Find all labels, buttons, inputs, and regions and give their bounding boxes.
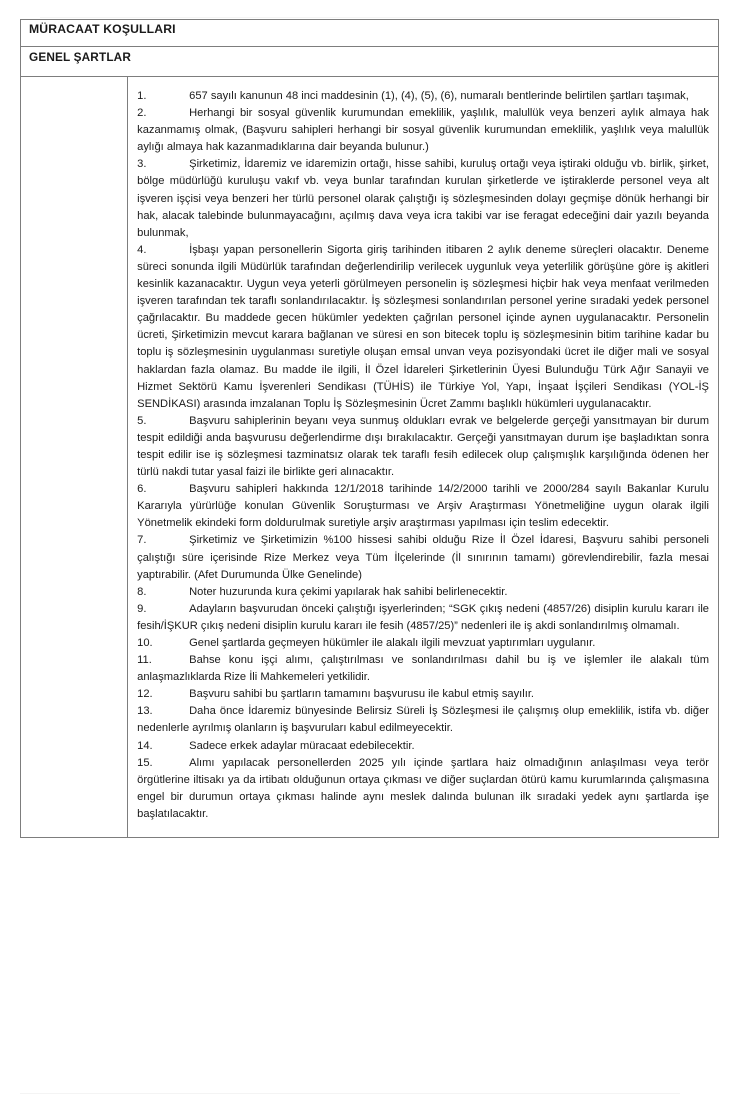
clause-list bbox=[137, 88, 709, 823]
clause-number: 11. bbox=[137, 654, 152, 667]
clause-item bbox=[137, 584, 709, 601]
clause-text: İşbaşı yapan personellerin Sigorta giriş tarihinden itibaren 2 aylık deneme süreçleri olacaktır. Deneme süreci sonunda ilgili Müdürlük tarafından değerlendirilip verilecek uygunluk veya yeterlilik görüşüne göre iş akitleri kesinlik kazanacaktır. Uygun veya yeterli görülmeyen personelin iş sözleşmesi hiçbir hak veya menfaat verilmeden işveren tarafından tek taraflı sonlandırılacaktır. İş sözleşmesi sonlandırılan personel yerine sıradaki yedek personel çağrılacaktır. Bu maddede gecen hükümler yedekten çağrılan personel içinde aynen uygulanacaktır. Personelin ücreti, Şirketimizin mevcut karara bağlanan ve süresi en son bitecek toplu iş sözleşmesinin bitim tarihine kadar bu toplu iş sözleşmesinin uygulanması suretiyle oluşan emsal unvan veya pozisyondaki ücret ile diğer mali ve sosyal haklardan fazla olamaz. Bu madde ile ilgili, İl Özel İdareleri Şirketlerinin Üyesi Bulunduğu Türk Ağır Sanayii ve Hizmet Sektörü Kamu İşverenleri Sendikası (TÜHİS) ile Türkiye Yol, Yapı, İnşaat İşçileri Sendikası (YOL-İŞ SENDİKASI) arasında imzalanan Toplu İş Sözleşmesinin Ücret Zammı başlıklı hükümleri uygulanacaktır. bbox=[137, 243, 709, 410]
clause-item bbox=[137, 755, 709, 823]
clause-text: Herhangi bir sosyal güvenlik kurumundan emeklilik, yaşlılık, malullük veya benzeri aylık almaya hak kazanmamış olmak, (Başvuru sahipleri herhangi bir sosyal güvenlik kurumundan emeklilik, yaşlılık veya malullük aylığı almaya hak kazanmadıklarına dair beyanda bulunur.) bbox=[137, 107, 709, 154]
clause-number: 10. bbox=[137, 637, 153, 649]
clause-number: 8. bbox=[137, 585, 147, 598]
section-title-genel-sartlar: GENEL ŞARTLAR bbox=[21, 47, 719, 77]
table-header-row-main bbox=[21, 20, 719, 47]
clause-item bbox=[137, 242, 709, 413]
clause-number: 1. bbox=[137, 90, 147, 102]
table-title-muracaat-kosullari: MÜRACAAT KOŞULLARI bbox=[21, 20, 719, 47]
table-content-row bbox=[21, 77, 719, 838]
clause-text: Adayların başvurudan önceki çalıştığı işyerlerinden; “SGK çıkış nedeni (4857/26) disiplin kurulu kararı ile fesih/İŞKUR çıkış nedeni disiplin kurulu kararı ile fesih (4857/25)” nedenleri ile iş akdi sonlandırılmış olmamalı. bbox=[137, 602, 709, 632]
left-empty-column bbox=[21, 77, 128, 838]
clause-item bbox=[137, 686, 709, 703]
clause-text: Alımı yapılacak personellerden 2025 yılı içinde şartlara haiz olmadığının anlaşılması veya terör örgütlerine iltisakı ya da irtibatı olduğunun ortaya çıkması ve diğer suçlardan ötürü kamu kurumlarında çalışmasına engel bir durumun ortaya çıkması halinde aynı meslek dalında bulunan ilk sıradaki yedek aynı şartlarda işe başlatılacaktır. bbox=[137, 756, 709, 820]
clause-number: 7. bbox=[137, 534, 147, 547]
clause-text: Şirketimiz ve Şirketimizin %100 hissesi sahibi olduğu Rize İl Özel İdaresi, Başvuru sahibi personeli çalıştığı süre içerisinde Rize Merkez veya Tüm İlçelerinde (İl sınırının tamamı) görevlendirebilir, fazla mesai yaptırabilir. (Afet Durumunda Ülke Genelinde) bbox=[137, 534, 709, 581]
clause-item bbox=[137, 738, 709, 755]
clause-number: 14. bbox=[137, 739, 153, 752]
clause-item bbox=[137, 88, 709, 105]
clause-number: 4. bbox=[137, 243, 147, 256]
clause-text: Başvuru sahiplerinin beyanı veya sunmuş oldukları evrak ve belgelerde gerçeği yansıtmayan bir durum tespit edildiği anda başvurusu değerlendirme dışı bırakılacaktır. Gerçeği yansıtmayan durum işe başladıktan sonra tespit edilir ise iş sözleşmesi tazminatsız olarak tek taraflı fesih edilecek olup çalışmışlık karşılığında ödenen her türlü nakdi tutar yasal faizi ile birlikte geri alınacaktır. bbox=[137, 414, 709, 479]
clause-item bbox=[137, 532, 709, 583]
clause-number: 2. bbox=[137, 107, 147, 120]
clause-number: 12. bbox=[137, 688, 153, 701]
clause-text: Genel şartlarda geçmeyen hükümler ile alakalı ilgili mevzuat yaptırımları uygulanır. bbox=[189, 637, 596, 649]
clause-number: 13. bbox=[137, 705, 153, 718]
clause-number: 9. bbox=[137, 602, 147, 615]
clauses-column bbox=[128, 77, 719, 838]
clause-item bbox=[137, 601, 709, 635]
clause-item bbox=[137, 413, 709, 481]
clause-number: 15. bbox=[137, 756, 153, 769]
clause-item bbox=[137, 635, 709, 652]
clause-number: 6. bbox=[137, 483, 147, 496]
scan-artifact-line-1 bbox=[40, 17, 680, 18]
muracaat-kosullari-table bbox=[20, 19, 719, 838]
clause-item bbox=[137, 703, 709, 737]
clause-text: Bahse konu işçi alımı, çalıştırılması ve sonlandırılması dahil bu iş ve işlemler ile alakalı tüm anlaşmazlıklarda Rize İli Mahkemeleri yetkilidir. bbox=[137, 654, 709, 684]
clause-item bbox=[137, 156, 709, 241]
clause-number: 5. bbox=[137, 414, 147, 427]
clause-item bbox=[137, 481, 709, 532]
clause-item bbox=[137, 105, 709, 156]
clause-text: 657 sayılı kanunun 48 inci maddesinin (1), (4), (5), (6), numaralı bentlerinde belirtilen şartları taşımak, bbox=[189, 90, 689, 102]
table-header-row-section bbox=[21, 47, 719, 77]
clause-item bbox=[137, 652, 709, 686]
clause-text: Şirketimiz, İdaremiz ve idaremizin ortağı, hisse sahibi, kuruluş ortağı veya iştiraki olduğu vb. birlik, şirket, bölge müdürlüğü kuruluşu vakıf vb. veya bunlar tarafından kurulan şirketlerde ve iştiraklerde personel veya alt işveren işçisi veya benzeri her türlü personel olarak çalıştığı iş sözleşmesinden dolayı geçmişe dönük herhangi bir hak, alacak talebinde bulunmayacağını, açılmış dava veya icra takibi var ise feragat edeceğini dair yazılı beyanda bulunmak, bbox=[137, 158, 709, 239]
scan-artifact-line-4 bbox=[20, 1093, 680, 1094]
clause-text: Sadece erkek adaylar müracaat edebilecektir. bbox=[189, 739, 415, 752]
clause-text: Başvuru sahibi bu şartların tamamını başvurusu ile kabul etmiş sayılır. bbox=[189, 688, 535, 701]
clause-text: Daha önce İdaremiz bünyesinde Belirsiz Süreli İş Sözleşmesi ile çalışmış olup emeklilik, istifa vb. diğer nedenlerle ayrılmış olanların iş başvuruları kabul edilmeyecektir. bbox=[137, 705, 709, 735]
clause-number: 3. bbox=[137, 158, 147, 171]
clause-text: Noter huzurunda kura çekimi yapılarak hak sahibi belirlenecektir. bbox=[189, 585, 508, 598]
clause-text: Başvuru sahipleri hakkında 12/1/2018 tarihinde 14/2/2000 tarihli ve 2000/284 sayılı Bakanlar Kurulu Kararıyla yürürlüğe konulan Güvenlik Soruşturması ve Arşiv Araştırması Yönetmeliğine uygun olarak ilgili Yönetmelik ekindeki form doldurulmak suretiyle arşiv araştırması yapılması için teslim edecektir. bbox=[137, 483, 709, 530]
